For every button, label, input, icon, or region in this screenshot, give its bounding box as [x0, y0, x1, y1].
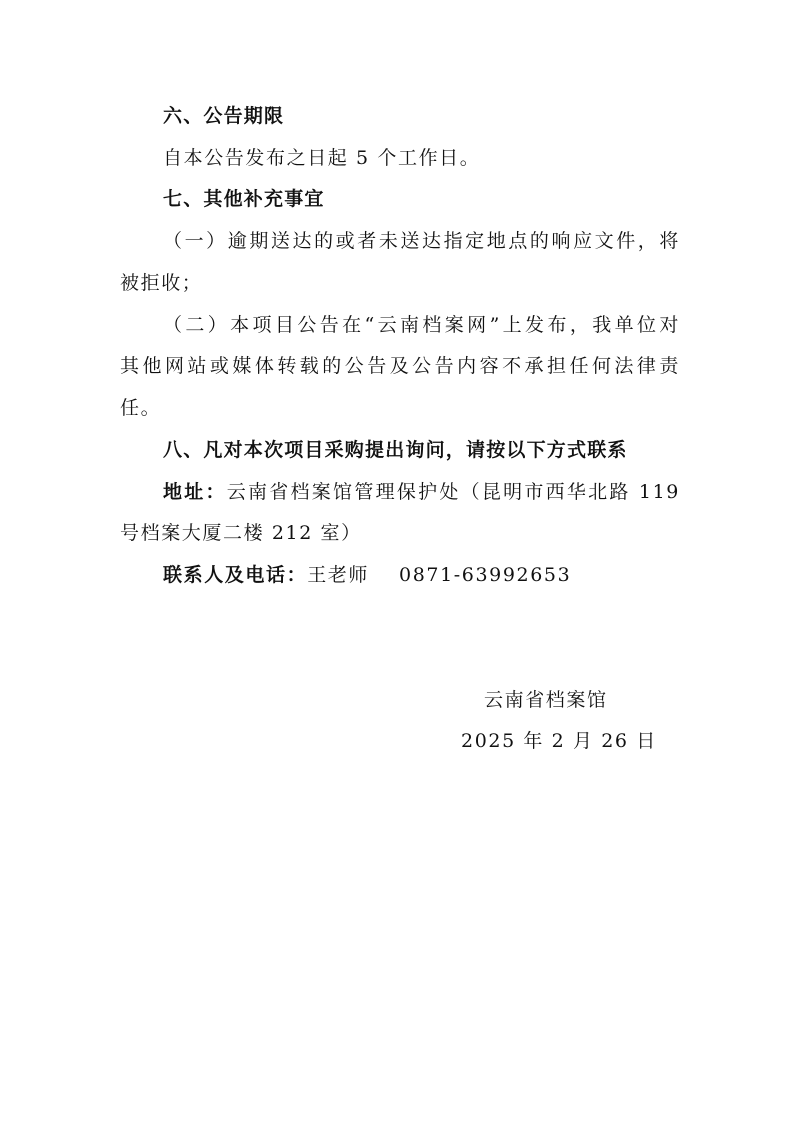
signature-organization: 云南省档案馆 [484, 689, 608, 711]
address-text: 云南省档案馆管理保护处（昆明市西华北路 119 [226, 481, 680, 503]
section-7-item-2-line-3: 任。 [120, 397, 162, 419]
contact-line [163, 563, 680, 587]
section-7-item-1-line-2: 被拒收； [120, 272, 203, 294]
section-6-heading: 六、公告期限 [163, 105, 285, 127]
section-7-heading: 七、其他补充事宜 [163, 188, 325, 210]
section-8-heading: 八、凡对本次项目采购提出询问，请按以下方式联系 [163, 439, 628, 461]
section-6-text: 自本公告发布之日起 5 个工作日。 [163, 147, 481, 169]
contact-name: 王老师 [307, 564, 370, 586]
section-7-item-2-line-2: 其他网站或媒体转载的公告及公告内容不承担任何法律责 [120, 355, 680, 377]
address-label: 地址： [163, 481, 227, 503]
address-line-2: 号档案大厦二楼 212 室） [120, 522, 362, 544]
section-7-item-1-line-1: （一）逾期送达的或者未送达指定地点的响应文件，将 [163, 230, 680, 252]
contact-label: 联系人及电话： [163, 564, 308, 586]
section-7-item-2-line-1: （二）本项目公告在“云南档案网”上发布，我单位对 [163, 314, 680, 336]
contact-phone: 0871-63992653 [399, 564, 572, 586]
address-line-1 [163, 480, 680, 504]
signature-date: 2025 年 2 月 26 日 [461, 730, 657, 752]
